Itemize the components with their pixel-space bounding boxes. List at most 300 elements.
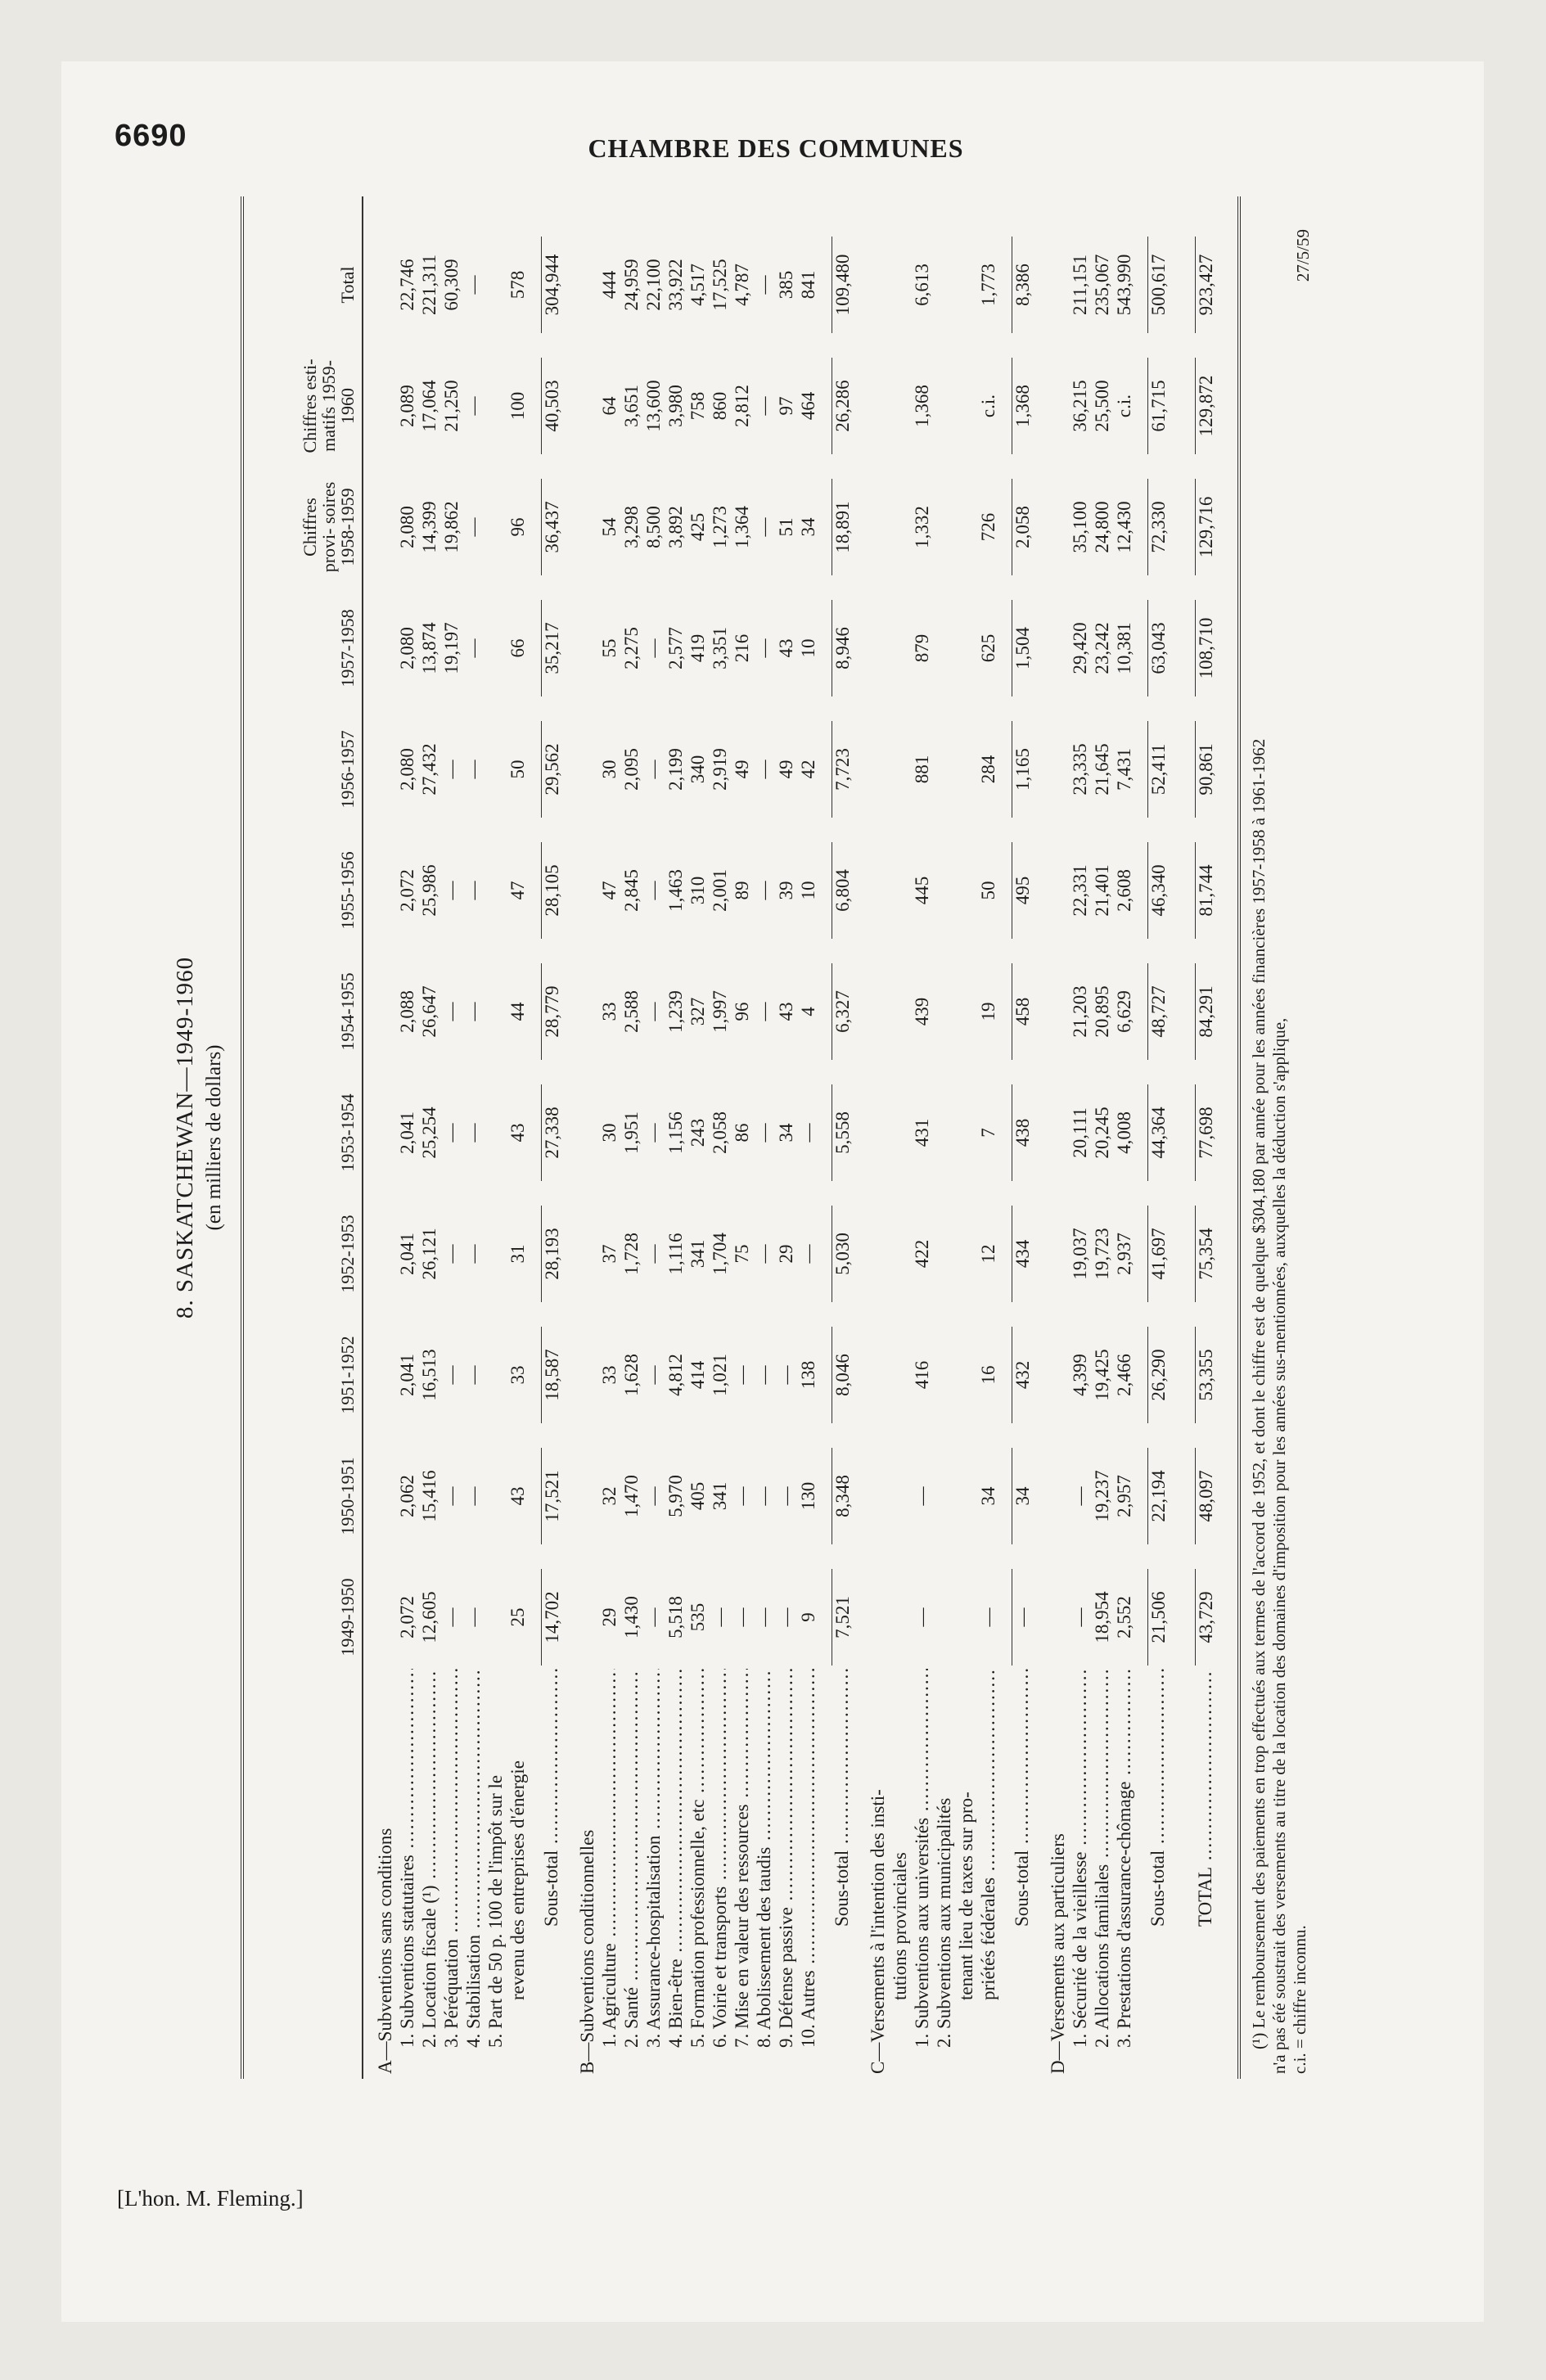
table-cell: —: [732, 1486, 752, 1506]
table-cell: 46,340: [1147, 842, 1170, 939]
table-cell: 23,242: [1092, 622, 1112, 674]
table-subtotal-row: [832, 196, 853, 2079]
table-cell: 17,525: [710, 259, 730, 311]
table-cell: 2,041: [397, 1354, 417, 1396]
table-cell: 221,311: [419, 255, 439, 315]
table-cell: 44,364: [1147, 1084, 1170, 1181]
table-cell: 44: [507, 1002, 528, 1021]
table-cell: 22,746: [397, 259, 417, 311]
table-cell: 425: [687, 512, 708, 542]
table-cell: 26,121: [419, 1228, 439, 1280]
table-cell: 63,043: [1147, 600, 1170, 696]
table-row: [419, 196, 440, 2079]
table-cell: 2,552: [1114, 1596, 1134, 1639]
table-cell: 89: [732, 881, 752, 900]
table-cell: 8,946: [832, 600, 854, 696]
table-cell: 20,895: [1092, 985, 1112, 1038]
table-cell: 535: [687, 1602, 708, 1632]
table-cell: 3,651: [621, 385, 642, 427]
table-cell: 108,710: [1195, 600, 1217, 696]
column-header: 1950-1951: [337, 1457, 358, 1535]
table-row: [665, 196, 687, 2079]
table-cell: 49: [732, 760, 752, 779]
table-row: [868, 196, 889, 2079]
table-cell: —: [1012, 1569, 1034, 1666]
table-cell: —: [441, 881, 462, 900]
table-cell: —: [441, 1244, 462, 1264]
table-cell: 235,067: [1092, 254, 1112, 316]
table-cell: 495: [1012, 842, 1034, 939]
table-cell: 1,156: [665, 1111, 686, 1154]
row-label: priétés fédérales .....: [978, 1669, 999, 2074]
table-cell: 50: [507, 760, 528, 779]
footnotes: [1249, 739, 1310, 2074]
table-cell: 2,199: [665, 748, 686, 791]
table-cell: 130: [798, 1481, 818, 1511]
row-label: B—Subventions conditionnelles: [577, 1829, 597, 2074]
row-label: 9. Défense passive .....: [776, 1669, 797, 2074]
table-row: [956, 196, 977, 2079]
row-label: 5. Formation professionnelle, etc .....: [687, 1669, 709, 2074]
table-cell: —: [441, 1002, 462, 1021]
row-label: 3. Assurance-hospitalisation .....: [643, 1669, 665, 2074]
table-cell: 341: [687, 1239, 708, 1269]
table-cell: 923,427: [1195, 237, 1217, 333]
table-cell: 6,629: [1114, 990, 1134, 1033]
table-cell: 109,480: [832, 237, 854, 333]
table-cell: 2,957: [1114, 1475, 1134, 1517]
table-cell: 22,100: [643, 259, 664, 311]
table-cell: 444: [599, 270, 620, 300]
table-cell: 36,215: [1070, 380, 1090, 432]
table-cell: —: [1070, 1486, 1090, 1506]
table-cell: 5,030: [832, 1206, 854, 1302]
row-label: tutions provinciales: [890, 1852, 910, 2000]
table-cell: 431: [912, 1118, 932, 1147]
table-cell: 15,416: [419, 1470, 439, 1522]
table-cell: —: [1070, 1607, 1090, 1627]
table-cell: 47: [507, 881, 528, 900]
table-cell: 21,250: [441, 380, 462, 432]
table-cell: 2,080: [397, 506, 417, 548]
table-cell: —: [732, 1607, 752, 1627]
table-cell: 138: [798, 1360, 818, 1390]
column-header: 1953-1954: [337, 1093, 358, 1172]
table-cell: 19,197: [441, 622, 462, 674]
table-row: [776, 196, 797, 2079]
row-label: D—Versements aux particuliers: [1048, 1833, 1068, 2074]
table-cell: 66: [507, 638, 528, 658]
row-label: 4. Bien-être .....: [665, 1669, 687, 2074]
table-cell: 60,309: [441, 259, 462, 311]
table-cell: 18,891: [832, 479, 854, 575]
table-row: [1070, 196, 1091, 2079]
table-cell: 438: [1012, 1084, 1034, 1181]
column-header: Chiffres provi- soires 1958-1959: [300, 481, 358, 573]
table-row: [397, 196, 418, 2079]
table-cell: 405: [687, 1481, 708, 1511]
table-cell: 17,064: [419, 380, 439, 432]
table-cell: 43: [507, 1123, 528, 1143]
table-cell: 310: [687, 876, 708, 905]
table-cell: 21,203: [1070, 985, 1090, 1038]
table-row: [912, 196, 933, 2079]
table-cell: 6,804: [832, 842, 854, 939]
table-cell: —: [798, 1123, 818, 1143]
table-row: [375, 196, 396, 2079]
table-cell: 25,500: [1092, 380, 1112, 432]
table-cell: 34: [978, 1486, 998, 1506]
table-cell: —: [754, 1365, 774, 1385]
row-label: C—Versements à l'intention des insti-: [868, 1789, 888, 2074]
table-cell: 77,698: [1195, 1084, 1217, 1181]
table-cell: 3,298: [621, 506, 642, 548]
column-header: 1957-1958: [337, 609, 358, 687]
table-row: [1092, 196, 1113, 2079]
table-cell: 4,399: [1070, 1354, 1090, 1396]
table-row: [485, 196, 507, 2079]
table-cell: 211,151: [1070, 255, 1090, 315]
table-cell: —: [463, 517, 484, 537]
table-cell: —: [978, 1607, 998, 1627]
table-cell: 31: [507, 1244, 528, 1264]
table-cell: 23,335: [1070, 743, 1090, 796]
table-cell: —: [643, 1123, 664, 1143]
table-row: [1114, 196, 1135, 2079]
table-cell: 2,080: [397, 748, 417, 791]
table-row: [643, 196, 665, 2079]
table-cell: 1,728: [621, 1233, 642, 1275]
table-cell: —: [710, 1607, 730, 1627]
table-cell: —: [441, 1607, 462, 1627]
table-cell: 458: [1012, 963, 1034, 1060]
table-cell: 25: [507, 1607, 528, 1627]
table-cell: —: [754, 1486, 774, 1506]
table-cell: —: [463, 1123, 484, 1143]
row-label: A—Subventions sans conditions: [375, 1828, 395, 2074]
table-cell: 1,997: [710, 990, 730, 1033]
table-cell: 758: [687, 391, 708, 421]
table-cell: 24,800: [1092, 501, 1112, 553]
row-label: 1. Agriculture .....: [599, 1669, 620, 2074]
table-row: [978, 196, 999, 2079]
table-cell: 27,432: [419, 743, 439, 796]
table-cell: 41,697: [1147, 1206, 1170, 1302]
table-cell: —: [912, 1607, 932, 1627]
row-label: revenu des entreprises d'énergie: [507, 1760, 528, 2000]
table-cell: —: [798, 1244, 818, 1264]
row-label: 1. Subventions aux universités .....: [912, 1669, 933, 2074]
table-cell: —: [643, 638, 664, 658]
table-subtotal-row: [541, 196, 562, 2079]
table-cell: 1,165: [1012, 721, 1034, 818]
table-cell: —: [463, 1607, 484, 1627]
table-cell: 90,861: [1195, 721, 1217, 818]
table-row: [890, 196, 911, 2079]
table-cell: 3,892: [665, 506, 686, 548]
table-cell: —: [643, 1365, 664, 1385]
table-cell: 12: [978, 1244, 998, 1264]
table-cell: —: [754, 638, 774, 658]
table-cell: 81,744: [1195, 842, 1217, 939]
table-cell: 7,431: [1114, 748, 1134, 791]
footnote: (¹) Le remboursement des paiements en trop effectués aux termes de l'accord de 1952, et dont le chiffre est de quelque $304,180 par année pour les années financières 1957-1958 à 1961-1962: [1249, 738, 1269, 2049]
table-cell: 445: [912, 876, 932, 905]
table-cell: 75,354: [1195, 1206, 1217, 1302]
table-cell: 28,193: [541, 1206, 563, 1302]
column-header: 1955-1956: [337, 851, 358, 930]
table-cell: 34: [776, 1123, 796, 1143]
table-cell: —: [754, 760, 774, 779]
table-cell: 26,286: [832, 358, 854, 454]
table-cell: 35,100: [1070, 501, 1090, 553]
table-cell: —: [463, 396, 484, 416]
row-label: 3. Péréquation .....: [441, 1669, 462, 2074]
table-cell: 19: [978, 1002, 998, 1021]
table-cell: 21,506: [1147, 1569, 1170, 1666]
table-cell: 16,513: [419, 1349, 439, 1401]
table-cell: 5,518: [665, 1596, 686, 1639]
table-cell: 2,577: [665, 627, 686, 669]
table-subtotal-row: [1012, 196, 1033, 2079]
table-cell: 2,608: [1114, 869, 1134, 912]
table-cell: 100: [507, 391, 528, 421]
table-cell: 1,332: [912, 506, 932, 548]
table-cell: 10,381: [1114, 622, 1134, 674]
table-cell: 6,613: [912, 264, 932, 306]
table-cell: —: [912, 1486, 932, 1506]
table-cell: 39: [776, 881, 796, 900]
table-cell: 879: [912, 633, 932, 663]
table-cell: 216: [732, 633, 752, 663]
table-subtotal-row: [1195, 196, 1216, 2079]
table-cell: 1,021: [710, 1354, 730, 1396]
table-cell: 625: [978, 633, 998, 663]
table-cell: 49: [776, 760, 796, 779]
table-cell: 25,986: [419, 864, 439, 917]
table-cell: 14,399: [419, 501, 439, 553]
table-row: [577, 196, 598, 2079]
table-cell: 500,617: [1147, 237, 1170, 333]
table-cell: 2,001: [710, 869, 730, 912]
table-cell: 2,058: [1012, 479, 1034, 575]
table-cell: 43: [776, 1002, 796, 1021]
table-cell: —: [754, 1244, 774, 1264]
table-cell: 33: [599, 1002, 620, 1021]
table-cell: 37: [599, 1244, 620, 1264]
date-reference: 27/5/59: [1293, 229, 1313, 282]
table-cell: 4,008: [1114, 1111, 1134, 1154]
table-cell: 341: [710, 1481, 730, 1511]
table-cell: 129,872: [1195, 358, 1217, 454]
table-cell: 61,715: [1147, 358, 1170, 454]
table-cell: 35,217: [541, 600, 563, 696]
table-cell: 96: [507, 517, 528, 537]
table-cell: 29: [599, 1607, 620, 1627]
table-cell: 51: [776, 517, 796, 537]
table-title: 8. SASKATCHEWAN—1949-1960: [172, 956, 198, 1319]
bottom-rule: [1237, 196, 1241, 2079]
column-header: 1951-1952: [337, 1336, 358, 1414]
row-label: 5. Part de 50 p. 100 de l'impôt sur le: [485, 1774, 506, 2048]
table-cell: 8,500: [643, 506, 664, 548]
table-cell: 26,290: [1147, 1327, 1170, 1423]
row-label: 10. Autres .....: [798, 1669, 819, 2074]
table-cell: 20,111: [1070, 1107, 1090, 1158]
table-cell: —: [754, 517, 774, 537]
row-label: 2. Subventions aux municipalités: [934, 1797, 954, 2048]
table-row: [507, 196, 529, 2079]
table-cell: 27,338: [541, 1084, 563, 1181]
rotated-table-block: [172, 196, 1445, 2079]
table-cell: —: [441, 760, 462, 779]
table-cell: 4,812: [665, 1354, 686, 1396]
table-cell: 7,723: [832, 721, 854, 818]
column-header: 1949-1950: [337, 1578, 358, 1657]
table-cell: c.i.: [978, 394, 998, 418]
table-cell: —: [776, 1607, 796, 1627]
table-cell: 13,874: [419, 622, 439, 674]
table-cell: 2,088: [397, 990, 417, 1033]
column-header: Total: [337, 266, 358, 304]
table-cell: 9: [798, 1612, 818, 1622]
row-label: Sous-total .....: [541, 1669, 562, 2074]
table-cell: 28,105: [541, 842, 563, 939]
table-cell: —: [463, 1002, 484, 1021]
table-cell: —: [463, 881, 484, 900]
page-number: 6690: [115, 119, 187, 153]
table-cell: 55: [599, 638, 620, 658]
table-cell: 841: [798, 270, 818, 300]
table-cell: 33: [599, 1365, 620, 1385]
table-cell: —: [463, 275, 484, 295]
column-header: 1954-1955: [337, 972, 358, 1051]
table-cell: 385: [776, 270, 796, 300]
table-cell: 881: [912, 755, 932, 784]
table-cell: 52,411: [1147, 721, 1170, 818]
table-cell: 22,331: [1070, 864, 1090, 917]
table-cell: 43: [507, 1486, 528, 1506]
table-cell: 43: [776, 638, 796, 658]
table-cell: 860: [710, 391, 730, 421]
table-cell: 2,275: [621, 627, 642, 669]
running-head: CHAMBRE DES COMMUNES: [588, 133, 964, 163]
table-cell: 33,922: [665, 259, 686, 311]
table-cell: 2,812: [732, 385, 752, 427]
row-label: 6. Voirie et transports .....: [710, 1669, 731, 2074]
table-cell: 432: [1012, 1327, 1034, 1423]
row-label: 8. Abolissement des taudis .....: [754, 1669, 775, 2074]
column-header: 1956-1957: [337, 730, 358, 809]
table-cell: —: [463, 638, 484, 658]
table-cell: 2,041: [397, 1233, 417, 1275]
table-cell: 4,517: [687, 264, 708, 306]
table-cell: 18,587: [541, 1327, 563, 1423]
row-label: 1. Subventions statutaires .....: [397, 1669, 418, 2074]
table-cell: 3,980: [665, 385, 686, 427]
table-subtotal-row: [1147, 196, 1169, 2079]
table-cell: 578: [507, 270, 528, 300]
table-cell: —: [754, 1123, 774, 1143]
table-cell: 439: [912, 997, 932, 1026]
table-cell: 48,097: [1195, 1448, 1217, 1544]
table-cell: 50: [978, 881, 998, 900]
table-cell: 40,503: [541, 358, 563, 454]
table-cell: 34: [1012, 1448, 1034, 1544]
table-cell: —: [441, 1123, 462, 1143]
table-row: [732, 196, 753, 2079]
table-cell: 434: [1012, 1206, 1034, 1302]
table-cell: 1,704: [710, 1233, 730, 1275]
table-cell: 416: [912, 1360, 932, 1390]
table-cell: 8,348: [832, 1448, 854, 1544]
row-label: tenant lieu de taxes sur pro-: [956, 1792, 976, 2000]
footnote: c.i. = chiffre inconnu.: [1290, 1925, 1309, 2074]
table-cell: 53,355: [1195, 1327, 1217, 1423]
table-cell: —: [463, 760, 484, 779]
table-row: [798, 196, 819, 2079]
table-cell: 54: [599, 517, 620, 537]
table-cell: 3,351: [710, 627, 730, 669]
table-cell: 2,058: [710, 1111, 730, 1154]
table-cell: 86: [732, 1123, 752, 1143]
table-cell: 1,951: [621, 1111, 642, 1154]
table-cell: 16: [978, 1365, 998, 1385]
table-cell: 43,729: [1195, 1569, 1217, 1666]
row-label: Sous-total .....: [832, 1669, 853, 2074]
table-cell: 21,401: [1092, 864, 1112, 917]
table-cell: 1,239: [665, 990, 686, 1033]
table-cell: —: [643, 1486, 664, 1506]
table-row: [710, 196, 731, 2079]
table-cell: 36,437: [541, 479, 563, 575]
table-cell: 1,430: [621, 1596, 642, 1639]
table-row: [621, 196, 642, 2079]
table-cell: 26,647: [419, 985, 439, 1038]
table-row: [463, 196, 485, 2079]
table-cell: 21,645: [1092, 743, 1112, 796]
table-row: [934, 196, 955, 2079]
table-cell: 18,954: [1092, 1591, 1112, 1643]
table-cell: 19,237: [1092, 1470, 1112, 1522]
table-cell: —: [754, 396, 774, 416]
row-label: Sous-total .....: [1147, 1669, 1169, 2074]
table-cell: —: [441, 1486, 462, 1506]
table-row: [441, 196, 462, 2079]
table-cell: 1,364: [732, 506, 752, 548]
table-row: [687, 196, 709, 2079]
table-cell: 2,080: [397, 627, 417, 669]
row-label: 3. Prestations d'assurance-chômage .....: [1114, 1669, 1135, 2074]
table-cell: 30: [599, 1123, 620, 1143]
table-cell: 29: [776, 1244, 796, 1264]
footnote: n'a pas été soustrait des versements au titre de la location des domaines d'imposition pour les années sus-mentionnées, auxquelles la déduction s'applique,: [1269, 1017, 1289, 2074]
table-cell: —: [754, 881, 774, 900]
table-cell: —: [776, 1486, 796, 1506]
table-row: [599, 196, 620, 2079]
table-cell: 4: [798, 1007, 818, 1016]
table-cell: 20,245: [1092, 1107, 1112, 1159]
table-cell: 340: [687, 755, 708, 784]
table-row: [1048, 196, 1069, 2079]
table-cell: 4,787: [732, 264, 752, 306]
table-cell: —: [643, 1244, 664, 1264]
table-cell: 25,254: [419, 1107, 439, 1159]
table-cell: 75: [732, 1244, 752, 1264]
table-cell: 422: [912, 1239, 932, 1269]
table-cell: —: [732, 1365, 752, 1385]
row-label: 2. Location fiscale (¹) .....: [419, 1669, 440, 2074]
